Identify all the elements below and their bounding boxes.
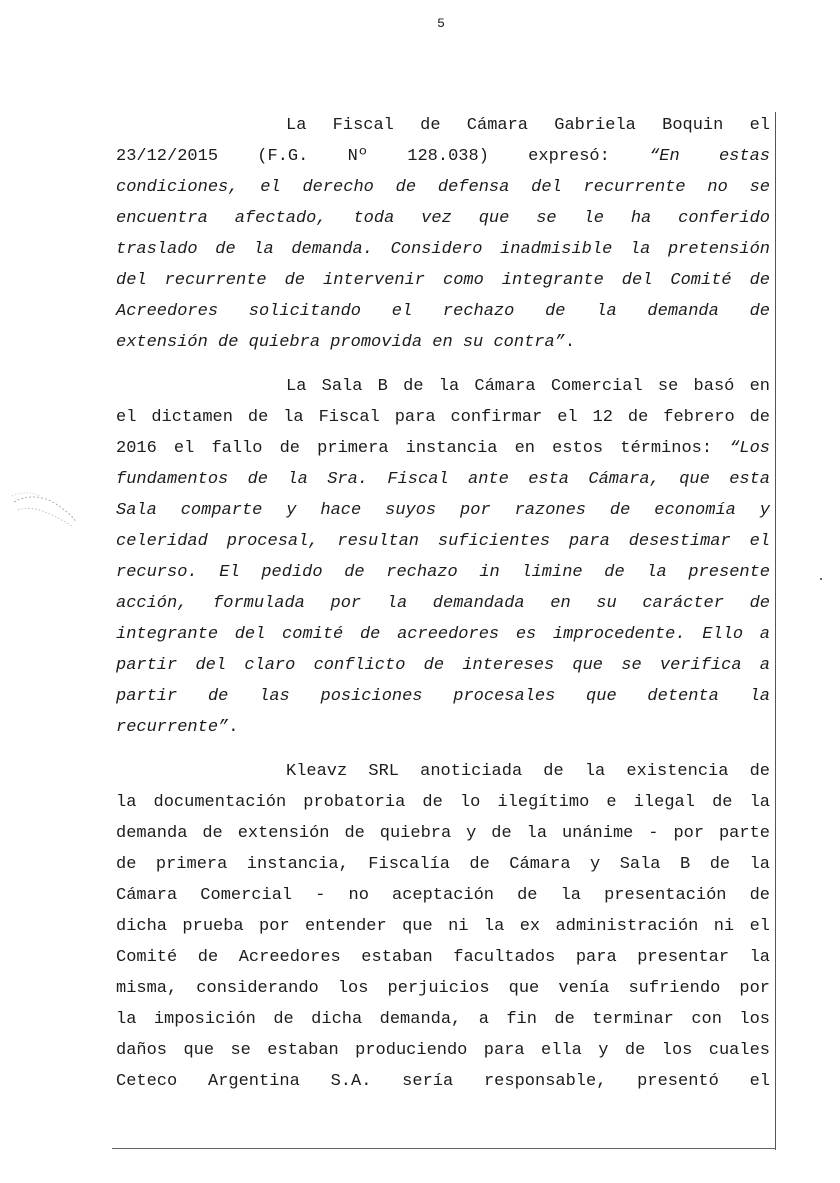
paragraph-2-line-3: 2016 el fallo de primera instancia en estos términos: “Los [116, 439, 770, 458]
paragraph-2-line-5: Sala comparte y hace suyos por razones de economía y [116, 501, 770, 520]
paragraph-3-line-1: Kleavz SRL anoticiada de la existencia de [286, 762, 770, 781]
paragraph-2-line-1: La Sala B de la Cámara Comercial se basó en [286, 377, 770, 396]
paragraph-1-line-8: extensión de quiebra promovida en su contra”. [116, 333, 576, 352]
right-margin-rule [775, 112, 776, 1150]
paragraph-3-line-5: Cámara Comercial - no aceptación de la presentación de [116, 886, 770, 905]
paragraph-1-line-4: encuentra afectado, toda vez que se le ha conferido [116, 209, 770, 228]
bottom-margin-rule [112, 1148, 776, 1149]
paragraph-3-line-4: de primera instancia, Fiscalía de Cámara y Sala B de la [116, 855, 770, 874]
paragraph-3-line-10: daños que se estaban produciendo para ella y de los cuales [116, 1041, 770, 1060]
paragraph-2-line-4: fundamentos de la Sra. Fiscal ante esta Cámara, que esta [116, 470, 770, 489]
scan-speck [820, 578, 822, 580]
paragraph-1-line-7: Acreedores solicitando el rechazo de la demanda de [116, 302, 770, 321]
paragraph-1-line-3: condiciones, el derecho de defensa del recurrente no se [116, 178, 770, 197]
paragraph-1-line-1: La Fiscal de Cámara Gabriela Boquin el [286, 116, 770, 135]
paragraph-1-line-5: traslado de la demanda. Considero inadmisible la pretensión [116, 240, 770, 259]
paragraph-2-line-11: partir de las posiciones procesales que detenta la [116, 687, 770, 706]
paragraph-2-line-2: el dictamen de la Fiscal para confirmar el 12 de febrero de [116, 408, 770, 427]
paragraph-2-line-7: recurso. El pedido de rechazo in limine de la presente [116, 563, 770, 582]
paragraph-2-line-10: partir del claro conflicto de intereses que se verifica a [116, 656, 770, 675]
paragraph-3-line-8: misma, considerando los perjuicios que venía sufriendo por [116, 979, 770, 998]
document-body [116, 110, 770, 1097]
paragraph-3-line-3: demanda de extensión de quiebra y de la unánime - por parte [116, 824, 770, 843]
scan-smudge-mark [10, 488, 80, 532]
paragraph-2-line-9: integrante del comité de acreedores es improcedente. Ello a [116, 625, 770, 644]
paragraph-3-line-7: Comité de Acreedores estaban facultados para presentar la [116, 948, 770, 967]
paragraph-2-line-8: acción, formulada por la demandada en su carácter de [116, 594, 770, 613]
paragraph-3-line-11: Ceteco Argentina S.A. sería responsable, presentó el [116, 1072, 770, 1091]
paragraph-2-line-12: recurrente”. [116, 718, 239, 737]
paragraph-1-line-2: 23/12/2015 (F.G. Nº 128.038) expresó: “En estas [116, 147, 770, 166]
paragraph-2-line-6: celeridad procesal, resultan suficientes para desestimar el [116, 532, 770, 551]
paragraph-1-line-6: del recurrente de intervenir como integrante del Comité de [116, 271, 770, 290]
paragraph-3-line-9: la imposición de dicha demanda, a fin de terminar con los [116, 1010, 770, 1029]
paragraph-3-line-2: la documentación probatoria de lo ilegítimo e ilegal de la [116, 793, 770, 812]
paragraph-3-line-6: dicha prueba por entender que ni la ex administración ni el [116, 917, 770, 936]
page-number: 5 [437, 16, 445, 31]
